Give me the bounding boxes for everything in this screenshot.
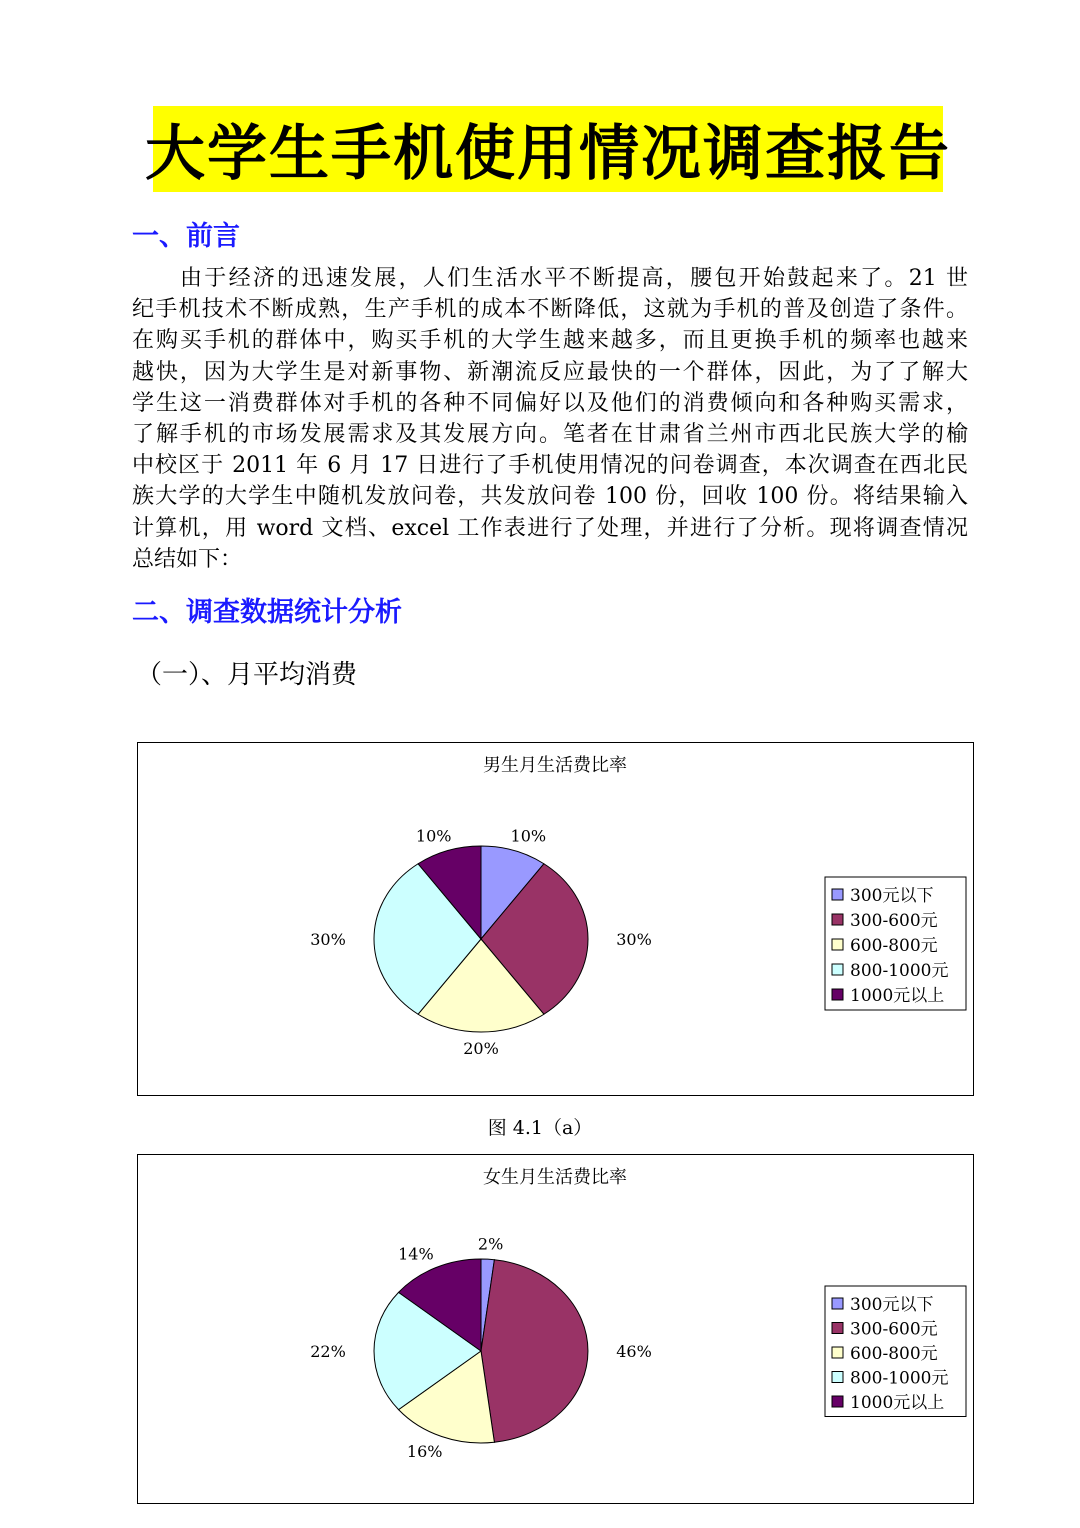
page-title: 大学生手机使用情况调查报告 xyxy=(145,119,951,189)
male-legend-swatch-3 xyxy=(832,964,843,975)
paragraph-line: 总结如下： xyxy=(132,546,243,572)
male-legend-label-1: 300-600元 xyxy=(850,911,938,931)
chart-title: 男生月生活费比率 xyxy=(483,755,627,776)
intro-paragraph xyxy=(132,263,968,575)
male-slice-label-1: 30% xyxy=(616,930,652,949)
paragraph-line: 学生这一消费群体对手机的各种不同偏好以及他们的消费倾向和各种购买需求， xyxy=(132,390,968,416)
paragraph-line: 了解手机的市场发展需求及其发展方向。笔者在甘肃省兰州市西北民族大学的榆 xyxy=(132,421,968,447)
paragraph-line: 计算机，用 word 文档、excel 工作表进行了处理，并进行了分析。现将调查情况 xyxy=(132,515,968,541)
section-heading-preface: 一、前言 xyxy=(132,221,240,252)
male-slice-label-0: 10% xyxy=(510,826,547,846)
female-slice-label-0: 2% xyxy=(477,1234,504,1254)
female-chart-frame xyxy=(137,1154,974,1504)
male-legend-swatch-2 xyxy=(832,939,843,950)
male-slice-label-3: 30% xyxy=(310,930,346,949)
female-slice-label-3: 22% xyxy=(310,1342,346,1361)
paragraph-line: 族大学的大学生中随机发放问卷，共发放问卷 100 份，回收 100 份。将结果输入 xyxy=(132,484,968,510)
female-legend-label-4: 1000元以上 xyxy=(850,1393,945,1413)
male-slice-label-2: 20% xyxy=(463,1038,499,1058)
title-banner xyxy=(145,106,951,192)
figure-caption: 图 4.1（a） xyxy=(487,1117,593,1139)
paragraph-line: 越快，因为大学生是对新事物、新潮流反应最快的一个群体，因此，为了了解大 xyxy=(132,359,968,385)
paragraph-line: 纪手机技术不断成熟，生产手机的成本不断降低，这就为手机的普及创造了条件。 xyxy=(132,297,968,323)
female-pie-chart xyxy=(138,1155,973,1503)
male-legend-label-0: 300元以下 xyxy=(850,886,934,906)
male-legend-label-4: 1000元以上 xyxy=(850,986,945,1006)
female-legend-swatch-2 xyxy=(832,1347,843,1358)
female-slice-1 xyxy=(481,1260,588,1443)
male-pie-chart xyxy=(138,743,973,1095)
male-legend-swatch-1 xyxy=(832,914,843,925)
male-slice-label-4: 10% xyxy=(415,826,452,846)
chart-title: 女生月生活费比率 xyxy=(483,1167,627,1188)
male-legend-swatch-0 xyxy=(832,889,843,900)
female-legend-swatch-3 xyxy=(832,1372,843,1383)
female-legend-swatch-4 xyxy=(832,1396,843,1407)
male-legend-label-2: 600-800元 xyxy=(850,936,938,956)
female-legend-label-2: 600-800元 xyxy=(850,1344,938,1364)
female-legend-label-3: 800-1000元 xyxy=(850,1368,949,1389)
subsection-heading: （一）、月平均消费 xyxy=(136,660,358,690)
female-legend-label-0: 300元以下 xyxy=(850,1295,934,1315)
paragraph-line: 中校区于 2011 年 6 月 17 日进行了手机使用情况的问卷调查，本次调查在西北民 xyxy=(132,453,968,479)
female-legend-label-1: 300-600元 xyxy=(850,1319,938,1340)
female-slice-label-1: 46% xyxy=(616,1342,652,1361)
female-legend-swatch-1 xyxy=(832,1323,843,1334)
male-legend-swatch-4 xyxy=(832,989,843,1000)
female-legend-swatch-0 xyxy=(832,1298,843,1309)
male-chart-frame xyxy=(137,742,974,1096)
section-heading-analysis: 二、调查数据统计分析 xyxy=(132,597,402,628)
paragraph-line: 由于经济的迅速发展，人们生活水平不断提高，腰包开始鼓起来了。21 世 xyxy=(180,266,968,291)
paragraph-line: 在购买手机的群体中，购买手机的大学生越来越多，而且更换手机的频率也越来 xyxy=(132,328,968,354)
female-slice-label-2: 16% xyxy=(406,1442,443,1462)
female-slice-label-4: 14% xyxy=(398,1244,434,1264)
male-legend-label-3: 800-1000元 xyxy=(850,961,949,981)
